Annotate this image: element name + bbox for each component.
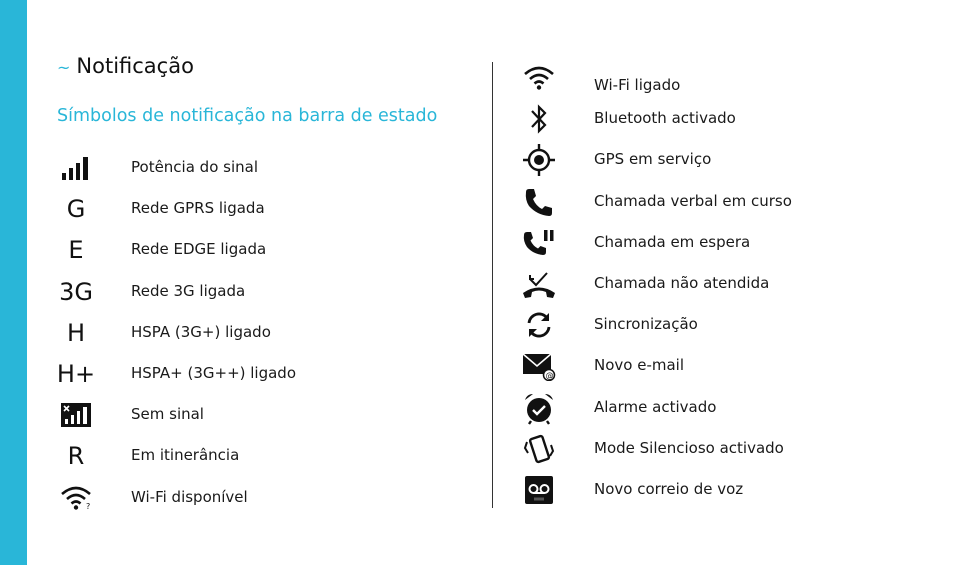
edge-icon	[58, 232, 94, 268]
title-tilde: ~	[57, 58, 71, 77]
gps-icon	[521, 142, 557, 178]
bluetooth-icon	[521, 101, 557, 137]
email-icon	[521, 348, 557, 384]
3g-icon	[58, 274, 94, 310]
hspa-plus-icon	[58, 356, 94, 392]
item-label: Rede 3G ligada	[131, 282, 246, 300]
item-label: Wi-Fi disponível	[131, 488, 248, 506]
item-label: Wi-Fi ligado	[594, 76, 681, 94]
item-label: Em itinerância	[131, 446, 240, 464]
column-divider	[492, 62, 493, 508]
side-accent-bar	[0, 0, 27, 565]
item-label: HSPA (3G+) ligado	[131, 323, 271, 341]
hspa-icon	[58, 315, 94, 351]
wifi-available-icon	[58, 480, 94, 516]
item-label: Chamada verbal em curso	[594, 192, 792, 210]
item-label: Rede EDGE ligada	[131, 240, 267, 258]
phone-call-icon	[521, 184, 557, 220]
call-hold-icon	[521, 225, 557, 261]
page-title: Notificação	[76, 54, 194, 78]
item-label: Novo e-mail	[594, 356, 684, 374]
item-label: Potência do sinal	[131, 158, 258, 176]
section-title	[57, 54, 194, 78]
missed-call-icon	[521, 266, 557, 302]
gprs-glyph: G	[66, 195, 86, 223]
gprs-icon	[58, 191, 94, 227]
alarm-icon	[521, 390, 557, 426]
item-label: Alarme activado	[594, 398, 717, 416]
roaming-icon	[58, 438, 94, 474]
signal-strength-icon	[58, 150, 94, 186]
item-label: HSPA+ (3G++) ligado	[131, 364, 297, 382]
svg-text:?: ?	[86, 502, 91, 511]
svg-text:@: @	[545, 371, 554, 380]
item-label: Novo correio de voz	[594, 480, 744, 498]
subtitle: Símbolos de notificação na barra de estado	[57, 106, 438, 126]
hspa-plus-glyph: H+	[56, 360, 96, 388]
sync-icon	[521, 307, 557, 343]
item-label: Mode Silencioso activado	[594, 439, 784, 457]
no-signal-icon	[58, 397, 94, 433]
item-label: Sincronização	[594, 315, 698, 333]
item-label: Chamada em espera	[594, 233, 751, 251]
wifi-on-icon	[521, 60, 557, 96]
hspa-glyph: H	[66, 319, 86, 347]
item-label: Chamada não atendida	[594, 274, 770, 292]
item-label: Bluetooth activado	[594, 109, 736, 127]
roaming-glyph: R	[67, 442, 85, 470]
item-label: Sem sinal	[131, 405, 204, 423]
item-label: GPS em serviço	[594, 150, 712, 168]
voicemail-icon	[521, 472, 557, 508]
3g-glyph: 3G	[59, 278, 93, 306]
item-label: Rede GPRS ligada	[131, 199, 265, 217]
vibrate-icon	[521, 431, 557, 467]
edge-glyph: E	[68, 236, 84, 264]
